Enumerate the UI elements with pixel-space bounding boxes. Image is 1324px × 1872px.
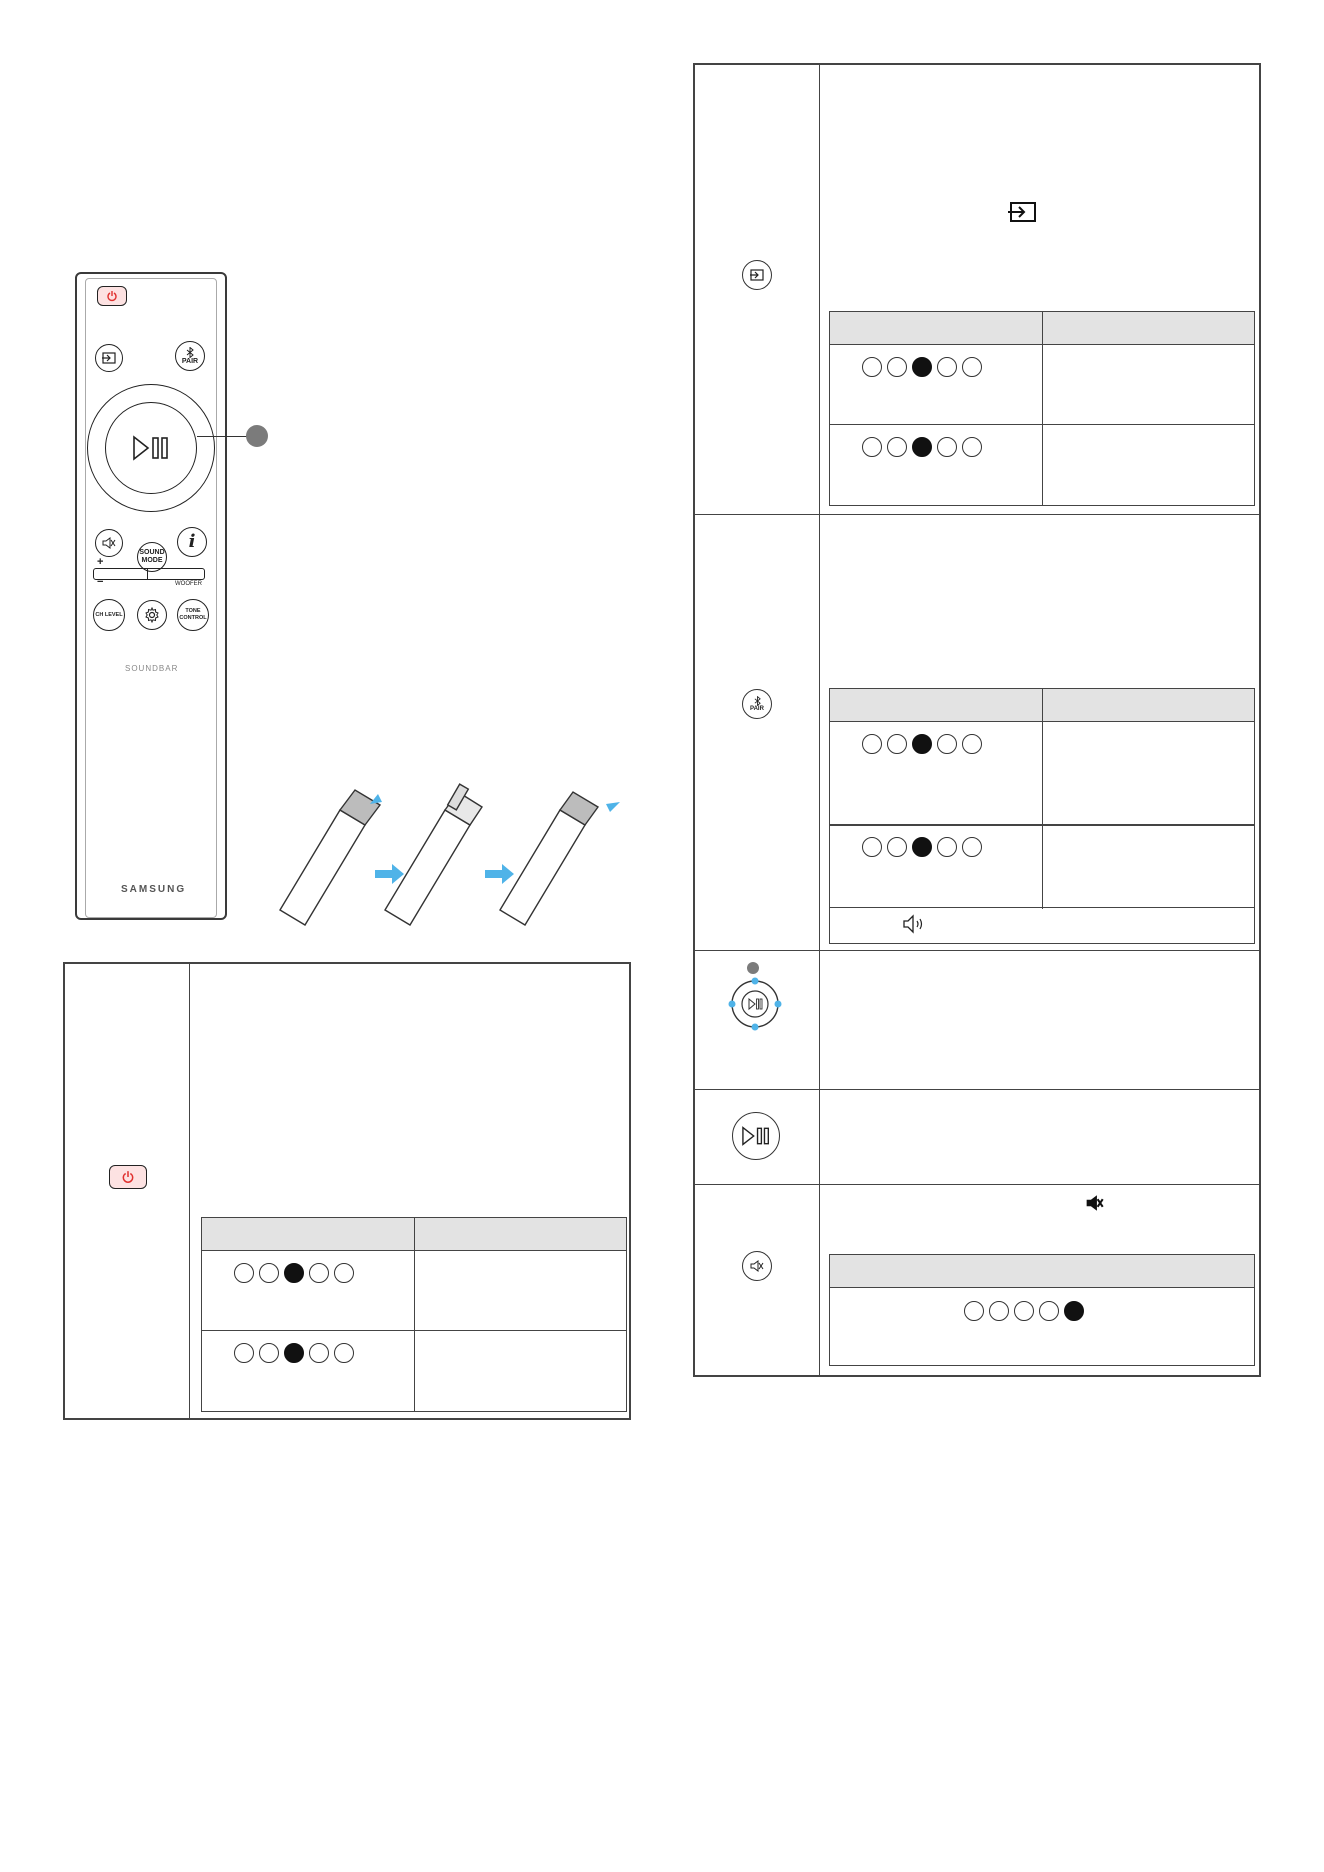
led-indicator-row: [234, 1263, 354, 1283]
led-off: [259, 1263, 279, 1283]
led-off: [1039, 1301, 1059, 1321]
led-on: [284, 1263, 304, 1283]
woofer-label: WOOFER: [175, 581, 202, 587]
soundbar-label: SOUNDBAR: [125, 664, 179, 673]
led-off: [887, 837, 907, 857]
power-table: [63, 962, 631, 1420]
play-pause-button-icon: [732, 1112, 780, 1160]
function-table: [693, 63, 1261, 1377]
led-off: [309, 1263, 329, 1283]
led-off: [862, 734, 882, 754]
led-off: [334, 1343, 354, 1363]
led-on: [912, 734, 932, 754]
input-icon: [1008, 201, 1038, 223]
subtable-row-divider: [830, 424, 1254, 425]
volume-icon: [902, 914, 928, 934]
led-off: [989, 1301, 1009, 1321]
input-icon: [750, 269, 764, 281]
led-indicator-row: [234, 1343, 354, 1363]
remote-control: [75, 272, 227, 920]
led-indicator-row: [862, 357, 982, 377]
power-table-divider: [189, 964, 190, 1418]
led-off: [964, 1301, 984, 1321]
remote-sound-mode-button[interactable]: SOUND MODE: [137, 542, 167, 572]
mute-icon: [750, 1260, 764, 1272]
subtable-row-divider: [830, 907, 1254, 908]
mute-subtable-header: [830, 1255, 1254, 1288]
remote-mute-button[interactable]: [95, 529, 123, 557]
mute-icon: [1086, 1194, 1104, 1212]
led-off: [962, 837, 982, 857]
input-icon: [102, 352, 116, 364]
power-led-subtable: [201, 1217, 627, 1412]
led-indicator-row: [862, 837, 982, 857]
power-icon: [106, 290, 118, 302]
samsung-logo: SAMSUNG: [121, 884, 187, 895]
pair-label: PAIR: [181, 357, 199, 365]
led-off: [887, 734, 907, 754]
subtable-column-divider: [1042, 312, 1043, 505]
led-on: [912, 357, 932, 377]
led-indicator-row: [862, 437, 982, 457]
led-on: [284, 1343, 304, 1363]
power-button-icon: [109, 1165, 147, 1189]
callout-line: [197, 436, 247, 437]
row-divider: [695, 514, 1259, 515]
mute-led-subtable: [829, 1254, 1255, 1366]
remote-nav-ring[interactable]: [87, 384, 215, 512]
led-off: [887, 357, 907, 377]
led-off: [937, 357, 957, 377]
pair-label: PAIR: [750, 706, 764, 712]
led-off: [259, 1343, 279, 1363]
led-off: [862, 437, 882, 457]
led-off: [1014, 1301, 1034, 1321]
function-table-divider: [819, 65, 820, 1375]
pair-led-subtable: [829, 688, 1255, 944]
led-on: [912, 437, 932, 457]
mute-button-icon: [742, 1251, 772, 1281]
led-off: [334, 1263, 354, 1283]
led-off: [937, 734, 957, 754]
led-off: [234, 1263, 254, 1283]
input-led-subtable: [829, 311, 1255, 506]
led-off: [962, 357, 982, 377]
remote-input-button[interactable]: [95, 344, 123, 372]
gear-icon: [144, 607, 160, 623]
remote-back-1: [280, 790, 380, 925]
callout-marker: [747, 962, 759, 974]
battery-replacement-illustration: [270, 780, 632, 930]
led-off: [862, 837, 882, 857]
remote-play-pause-button[interactable]: [105, 402, 197, 494]
remote-back-2: [385, 784, 482, 925]
led-off: [962, 734, 982, 754]
led-off: [937, 837, 957, 857]
navigation-ring-icon: [728, 977, 782, 1031]
remote-body: [85, 278, 217, 918]
remote-power-button[interactable]: [97, 286, 127, 306]
remote-back-3: [500, 792, 598, 925]
led-on: [912, 837, 932, 857]
rocker-divider: [147, 569, 148, 579]
subtable-column-divider: [414, 1218, 415, 1411]
remote-settings-button[interactable]: [137, 600, 167, 630]
row-divider: [695, 1089, 1259, 1090]
pair-button-icon: [742, 689, 772, 719]
row-divider: [695, 1184, 1259, 1185]
led-off: [887, 437, 907, 457]
led-off: [862, 357, 882, 377]
led-off: [962, 437, 982, 457]
remote-ch-level-button[interactable]: CH LEVEL: [93, 599, 125, 631]
bluetooth-icon: [754, 696, 761, 706]
led-on: [1064, 1301, 1084, 1321]
mute-icon: [102, 537, 116, 549]
volume-minus-label: −: [97, 576, 104, 588]
remote-tone-control-button[interactable]: TONE CONTROL: [177, 599, 209, 631]
led-off: [937, 437, 957, 457]
led-indicator-row: [964, 1301, 1084, 1321]
subtable-column-divider: [1042, 689, 1043, 909]
bluetooth-icon: [186, 347, 194, 358]
row-divider: [695, 950, 1259, 951]
volume-plus-label: +: [97, 556, 104, 568]
play-pause-icon: [741, 1126, 771, 1146]
callout-marker: [246, 425, 268, 447]
led-off: [309, 1343, 329, 1363]
volume-woofer-rocker[interactable]: [93, 568, 205, 580]
led-off: [234, 1343, 254, 1363]
remote-info-button[interactable]: i: [177, 527, 207, 557]
remote-pair-button[interactable]: [175, 341, 205, 371]
subtable-row-divider: [202, 1330, 626, 1331]
subtable-row-divider: [830, 824, 1254, 826]
led-indicator-row: [862, 734, 982, 754]
input-button-icon: [742, 260, 772, 290]
power-icon: [121, 1170, 135, 1184]
play-pause-icon: [132, 435, 170, 461]
